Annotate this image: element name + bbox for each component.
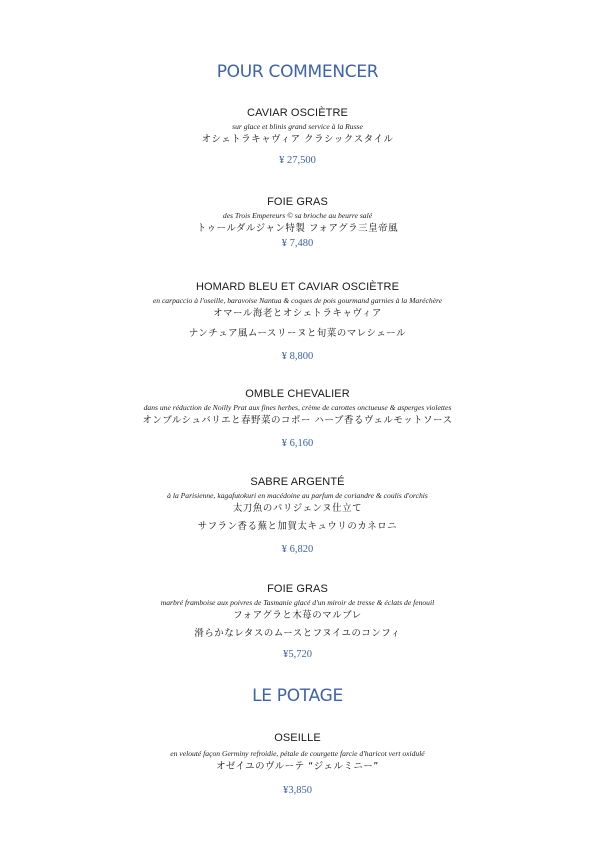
menu-item-foie-gras-2 — [0, 582, 595, 662]
dish-name: OMBLE CHEVALIER — [245, 388, 350, 400]
dish-price: ¥ 8,800 — [281, 351, 314, 362]
dish-name: FOIE GRAS — [267, 583, 328, 595]
dish-japanese-name: サフラン香る蕪と加賀太キュウリのカネロニ — [197, 521, 398, 532]
dish-name: OSEILLE — [274, 732, 321, 744]
dish-japanese-name: オンブルシュバリエと春野菜のコポー ハーブ香るヴェルモットソース — [142, 415, 453, 426]
dish-price: ¥5,720 — [283, 649, 312, 660]
dish-japanese-name: フォアグラと木苺のマルブレ — [233, 610, 362, 621]
dish-description: en velouté façon Germiny refroidie, pétale de courgette farcie d'haricot vert oxidulé — [170, 749, 425, 758]
menu-item-foie-gras-1 — [0, 195, 595, 251]
dish-price: ¥ 6,820 — [281, 544, 314, 555]
menu-item-oseille — [0, 731, 595, 798]
dish-name: CAVIAR OSCIÈTRE — [247, 107, 348, 119]
section-title-le-potage: LE POTAGE — [252, 686, 343, 706]
dish-name: FOIE GRAS — [267, 196, 328, 208]
dish-japanese-name: オマール海老とオシェトラキャヴィア — [213, 308, 382, 319]
dish-price: ¥ 27,500 — [279, 155, 316, 166]
dish-japanese-name: オシェトラキャヴィア クラシックスタイル — [201, 134, 394, 145]
dish-description: en carpaccio à l'oseille, baravoise Nantua & coques de pois gourmand garnies à la Maréchère — [152, 296, 443, 305]
dish-description: à la Parisienne, kagafutokuri en macédoine au parfum de coriandre & coulis d'orchis — [167, 491, 428, 500]
dish-description: dans une réduction de Noilly Prat aux fines herbes, crème de carottes onctueuse & asperges violettes — [143, 403, 452, 412]
dish-price: ¥3,850 — [283, 785, 312, 796]
dish-japanese-name: オゼイユのヴルーテ “ジェルミニー” — [216, 761, 379, 772]
dish-description: marbré framboise aux poivres de Tasmanie glacé d'un miroir de tresse & éclats de fenouil — [160, 598, 435, 607]
dish-japanese-name: トゥールダルジャン特製 フォアグラ三皇帝風 — [196, 223, 399, 234]
dish-japanese-name: 滑らかなレタスのムースとフヌイユのコンフィ — [194, 628, 401, 639]
menu-item-omble-chevalier — [0, 387, 595, 451]
dish-description: des Trois Empereurs © sa brioche au beurre salé — [222, 211, 373, 220]
dish-price: ¥ 7,480 — [281, 238, 314, 249]
menu-item-caviar-oscietre — [0, 106, 595, 168]
dish-japanese-name: ナンチュア風ムースリーヌと旬菜のマレシェール — [188, 328, 407, 339]
section-title-pour-commencer: POUR COMMENCER — [216, 62, 379, 82]
menu-item-homard-bleu — [0, 280, 595, 364]
menu-item-sabre-argente — [0, 475, 595, 557]
dish-japanese-name: 太刀魚のパリジェンヌ仕立て — [232, 503, 363, 514]
dish-name: HOMARD BLEU ET CAVIAR OSCIÈTRE — [195, 281, 400, 293]
dish-price: ¥ 6,160 — [281, 438, 314, 449]
dish-name: SABRE ARGENTÉ — [250, 476, 345, 488]
dish-description: sur glace et blinis grand service à la Russe — [232, 122, 363, 131]
